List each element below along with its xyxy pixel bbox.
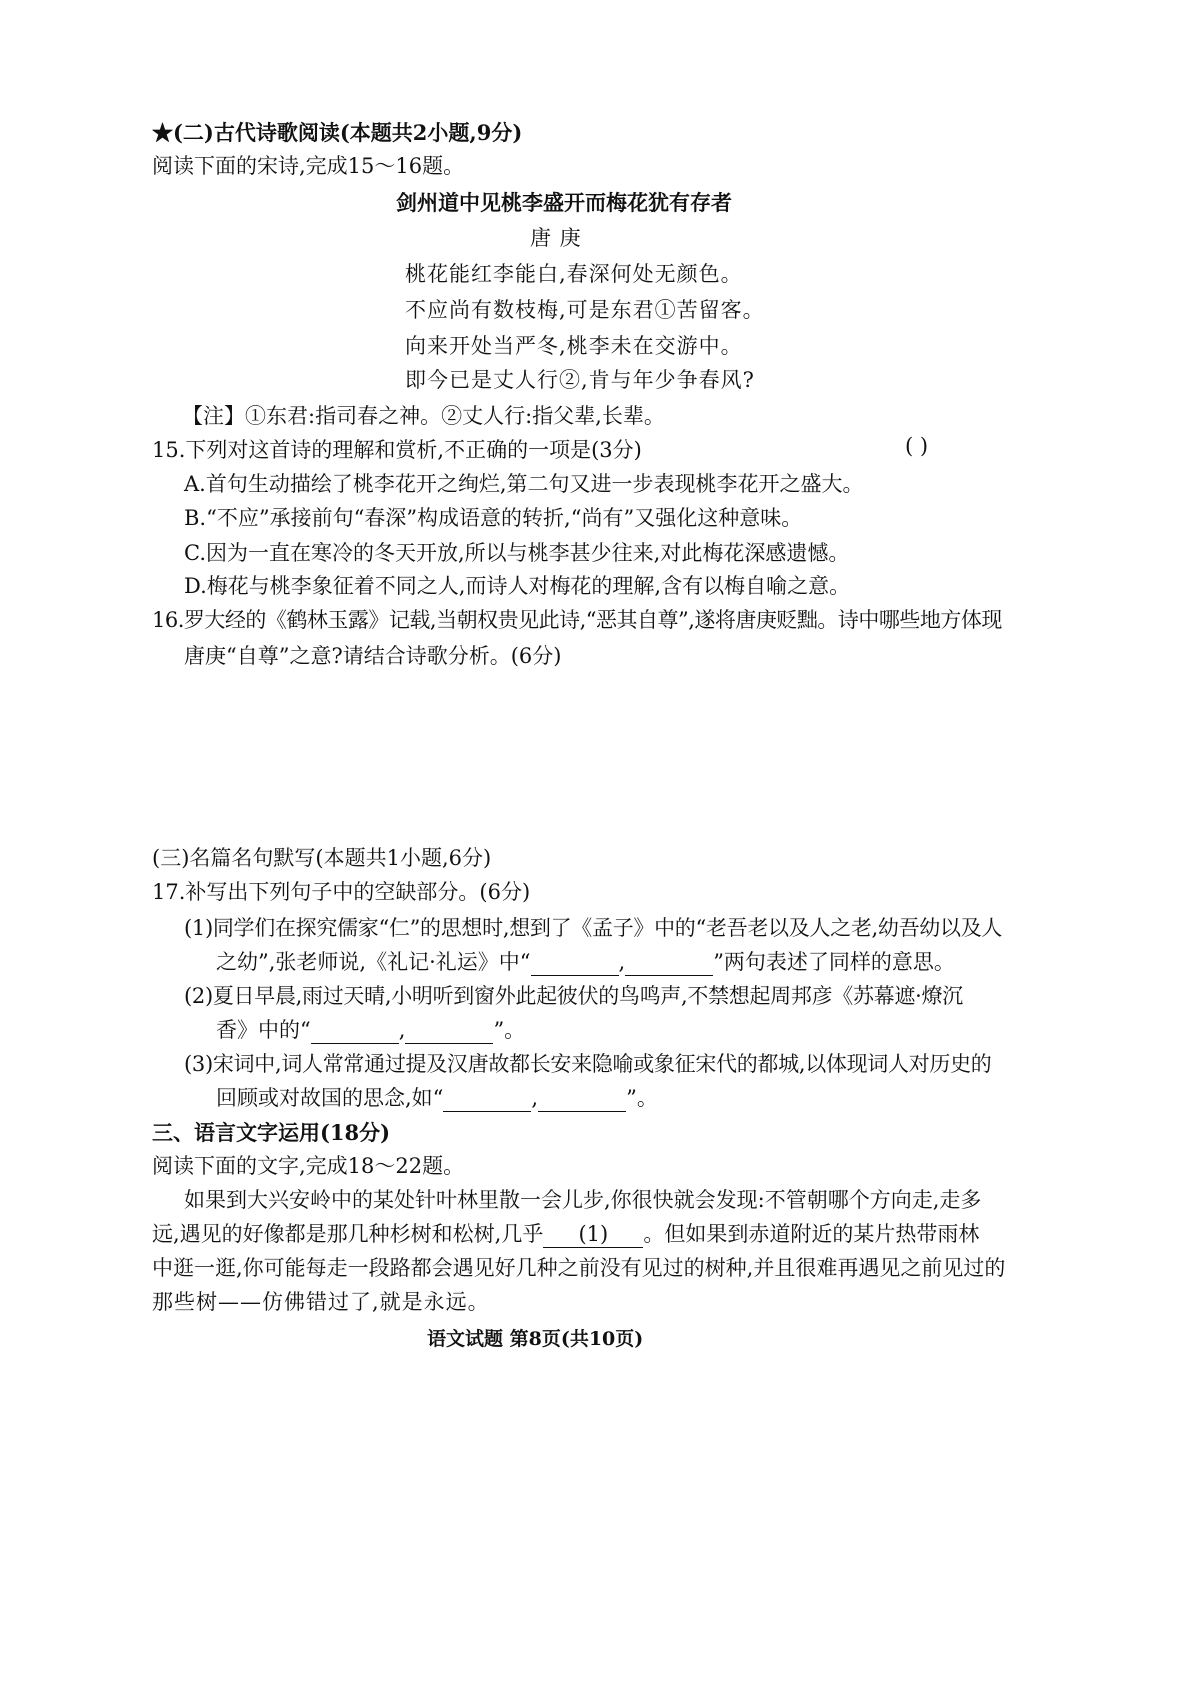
passage-blank-1[interactable]: (1) [543, 1222, 643, 1248]
q17-p1-text-c: ”两句表述了同样的意思。 [713, 950, 955, 974]
poetry-intro: 阅读下面的宋诗,完成15～16题。 [152, 154, 465, 178]
passage-line-3: 中逛一逛,你可能每走一段路都会遇见好几种之前没有见过的树种,并且很难再遇见之前见过的 [152, 1256, 1006, 1280]
q15-option-a[interactable]: A.首句生动描绘了桃李花开之绚烂,第二句又进一步表现桃李花开之盛大。 [184, 472, 864, 496]
poem-note: 【注】①东君:指司春之神。②丈人行:指父辈,长辈。 [182, 404, 665, 428]
q17-p1-line-1: (1)同学们在探究儒家“仁”的思想时,想到了《孟子》中的“老吾老以及人之老,幼吾幼以及人 [184, 916, 1003, 940]
passage-text-a: 远,遇见的好像都是那几种杉树和松树,几乎 [152, 1222, 544, 1246]
q17-p2-blank-1[interactable] [311, 1018, 399, 1044]
q17-p3-line-1: (3)宋词中,词人常常通过提及汉唐故都长安来隐喻或象征宋代的都城,以体现词人对历史的 [184, 1052, 992, 1076]
poem-author: 唐 庚 [530, 226, 582, 250]
poem-line-4: 即今已是丈人行②,肯与年少争春风? [405, 368, 755, 392]
q17-p1-line-2 [216, 950, 955, 976]
q17-p2-comma: , [398, 1018, 406, 1042]
poem-line-2: 不应尚有数枝梅,可是东君①苦留客。 [405, 298, 765, 322]
q17-p1-blank-2[interactable] [625, 950, 713, 976]
q17-p3-comma: , [531, 1086, 539, 1110]
q17-p2-line-1: (2)夏日早晨,雨过天晴,小明听到窗外此起彼伏的鸟鸣声,不禁想起周邦彦《苏幕遮·燎沉 [184, 984, 963, 1008]
q17-p1-text-a: 之幼”,张老师说,《礼记·礼运》中“ [216, 950, 531, 974]
passage-line-1: 如果到大兴安岭中的某处针叶林里散一会儿步,你很快就会发现:不管朝哪个方向走,走多 [184, 1188, 982, 1212]
q17-p3-blank-1[interactable] [443, 1086, 531, 1112]
part3-intro: 阅读下面的文字,完成18～22题。 [152, 1154, 465, 1178]
poem-line-1: 桃花能红李能白,春深何处无颜色。 [405, 262, 743, 286]
q17-p2-text-a: 香》中的“ [216, 1018, 311, 1042]
poem-title: 剑州道中见桃李盛开而梅花犹有存者 [396, 190, 732, 215]
q17-p1-blank-1[interactable] [531, 950, 619, 976]
q17-p2-blank-2[interactable] [405, 1018, 493, 1044]
q15-option-c[interactable]: C.因为一直在寒冷的冬天开放,所以与桃李甚少往来,对此梅花深感遗憾。 [184, 541, 850, 565]
section-heading-dictation: (三)名篇名句默写(本题共1小题,6分) [152, 846, 492, 870]
q17-stem: 17.补写出下列句子中的空缺部分。(6分) [152, 880, 531, 904]
q15-answer-paren[interactable]: ( ) [905, 434, 929, 458]
q16-line-2: 唐庚“自尊”之意?请结合诗歌分析。(6分) [184, 644, 562, 668]
q17-p3-text-a: 回顾或对故国的思念,如“ [216, 1086, 444, 1110]
page-footer: 语文试题 第8页(共10页) [427, 1328, 644, 1350]
q15-option-d[interactable]: D.梅花与桃李象征着不同之人,而诗人对梅花的理解,含有以梅自喻之意。 [184, 574, 851, 598]
part3-heading: 三、语言文字运用(18分) [152, 1120, 391, 1145]
q17-p3-blank-2[interactable] [538, 1086, 626, 1112]
q15-option-b[interactable]: B.“不应”承接前句“春深”构成语意的转折,“尚有”又强化这种意味。 [184, 506, 803, 530]
q16-line-1: 16.罗大经的《鹤林玉露》记载,当朝权贵见此诗,“恶其自尊”,遂将唐庚贬黜。诗中哪些地方体现 [152, 608, 1002, 632]
q17-p3-text-c: ”。 [626, 1086, 658, 1110]
q15-stem: 15.下列对这首诗的理解和赏析,不正确的一项是(3分) [152, 438, 642, 462]
q17-p3-line-2 [216, 1086, 658, 1112]
q17-p2-line-2 [216, 1018, 525, 1044]
section-heading-poetry: ★(二)古代诗歌阅读(本题共2小题,9分) [152, 120, 523, 145]
passage-line-2 [152, 1222, 979, 1248]
passage-line-4: 那些树——仿佛错过了,就是永远。 [152, 1290, 490, 1314]
q17-p1-comma: , [618, 950, 626, 974]
q17-p2-text-c: ”。 [493, 1018, 526, 1042]
passage-text-b: 。但如果到赤道附近的某片热带雨林 [643, 1222, 980, 1246]
poem-line-3: 向来开处当严冬,桃李未在交游中。 [405, 334, 743, 358]
